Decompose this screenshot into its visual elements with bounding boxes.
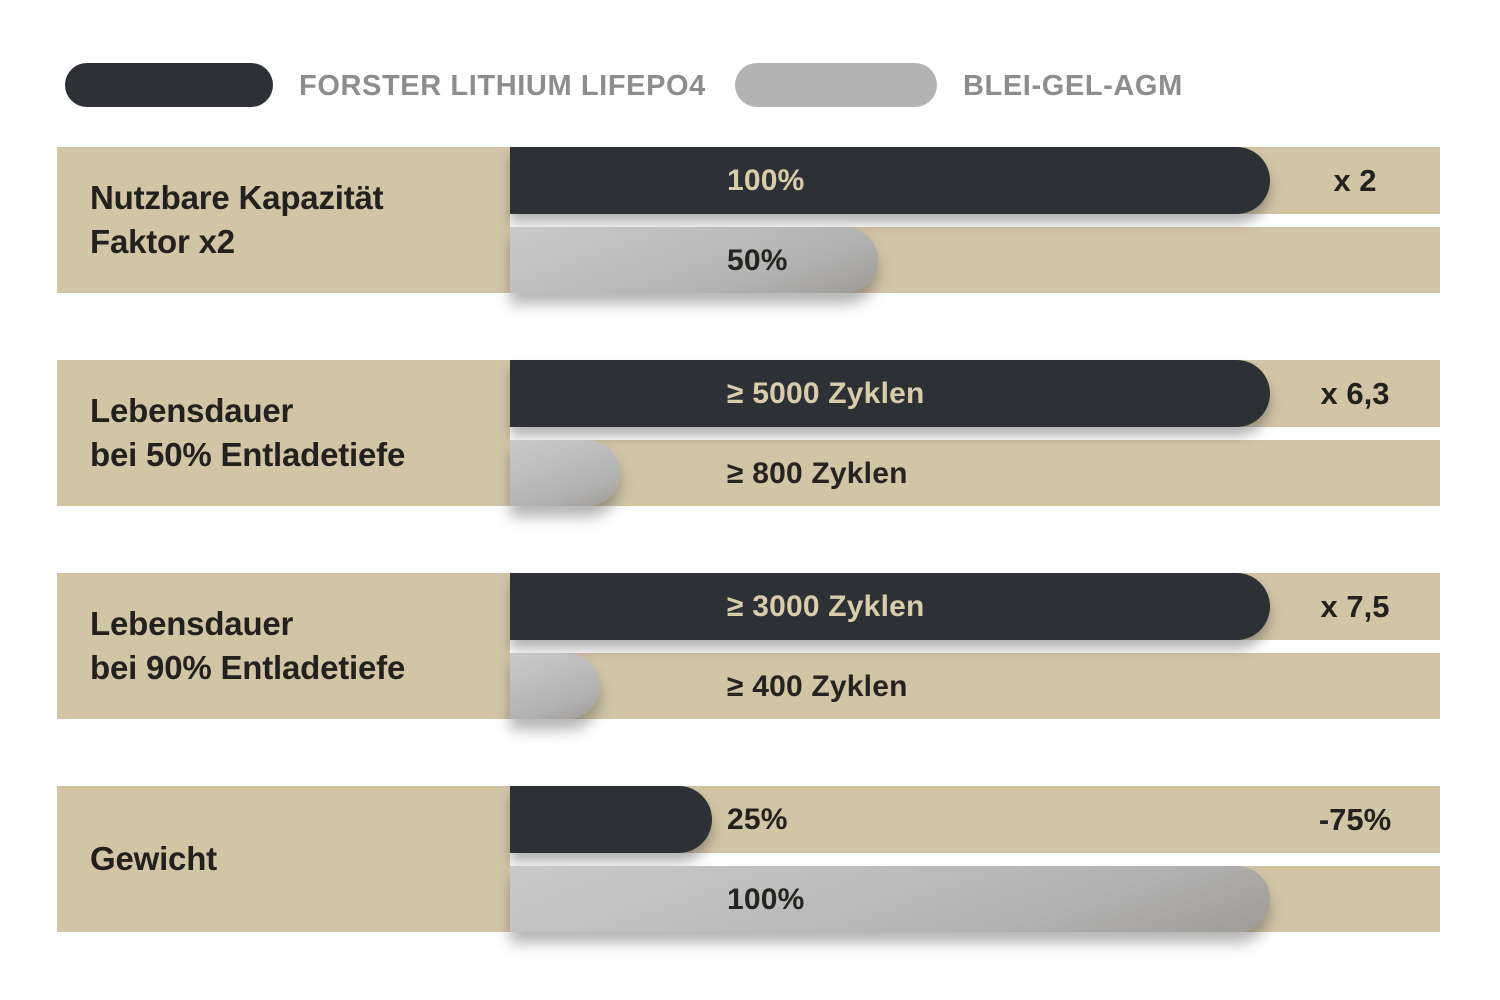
comparison-factor: -75% bbox=[1318, 802, 1392, 837]
lithium-bar-value: 25% bbox=[727, 803, 788, 836]
legend-label-agm: BLEI-GEL-AGM bbox=[963, 70, 1183, 102]
lithium-bar bbox=[510, 786, 712, 853]
comparison-factor: x 2 bbox=[1333, 163, 1377, 198]
row-label: Lebensdauer bei 90% Entladetiefe bbox=[57, 573, 510, 719]
comparison-factor: x 7,5 bbox=[1320, 589, 1390, 624]
comparison-row bbox=[57, 573, 1440, 719]
agm-bar-value: 100% bbox=[727, 883, 805, 916]
agm-bar-value: ≥ 400 Zyklen bbox=[727, 670, 908, 703]
agm-bar bbox=[510, 653, 600, 719]
lithium-bar-value: 100% bbox=[727, 164, 805, 197]
lithium-bar-value: ≥ 3000 Zyklen bbox=[727, 590, 925, 623]
agm-bar-value: 50% bbox=[727, 244, 788, 277]
agm-bar bbox=[510, 440, 620, 506]
comparison-row bbox=[57, 786, 1440, 932]
legend-swatch-agm bbox=[735, 63, 937, 107]
legend bbox=[0, 0, 1500, 140]
agm-bar bbox=[510, 227, 878, 293]
row-label: Lebensdauer bei 50% Entladetiefe bbox=[57, 360, 510, 506]
agm-bar-value: ≥ 800 Zyklen bbox=[727, 457, 908, 490]
legend-swatch-lithium bbox=[65, 63, 273, 107]
comparison-factor: x 6,3 bbox=[1320, 376, 1390, 411]
row-strip-agm bbox=[510, 440, 1440, 506]
legend-label-lithium: FORSTER LITHIUM LIFEPO4 bbox=[299, 70, 706, 102]
lithium-bar-value: ≥ 5000 Zyklen bbox=[727, 377, 925, 410]
agm-bar bbox=[510, 866, 1270, 932]
row-strip-agm bbox=[510, 653, 1440, 719]
comparison-row bbox=[57, 360, 1440, 506]
comparison-row bbox=[57, 147, 1440, 293]
row-label: Gewicht bbox=[57, 786, 510, 932]
row-label: Nutzbare Kapazität Faktor x2 bbox=[57, 147, 510, 293]
lithium-bar bbox=[510, 147, 1270, 214]
